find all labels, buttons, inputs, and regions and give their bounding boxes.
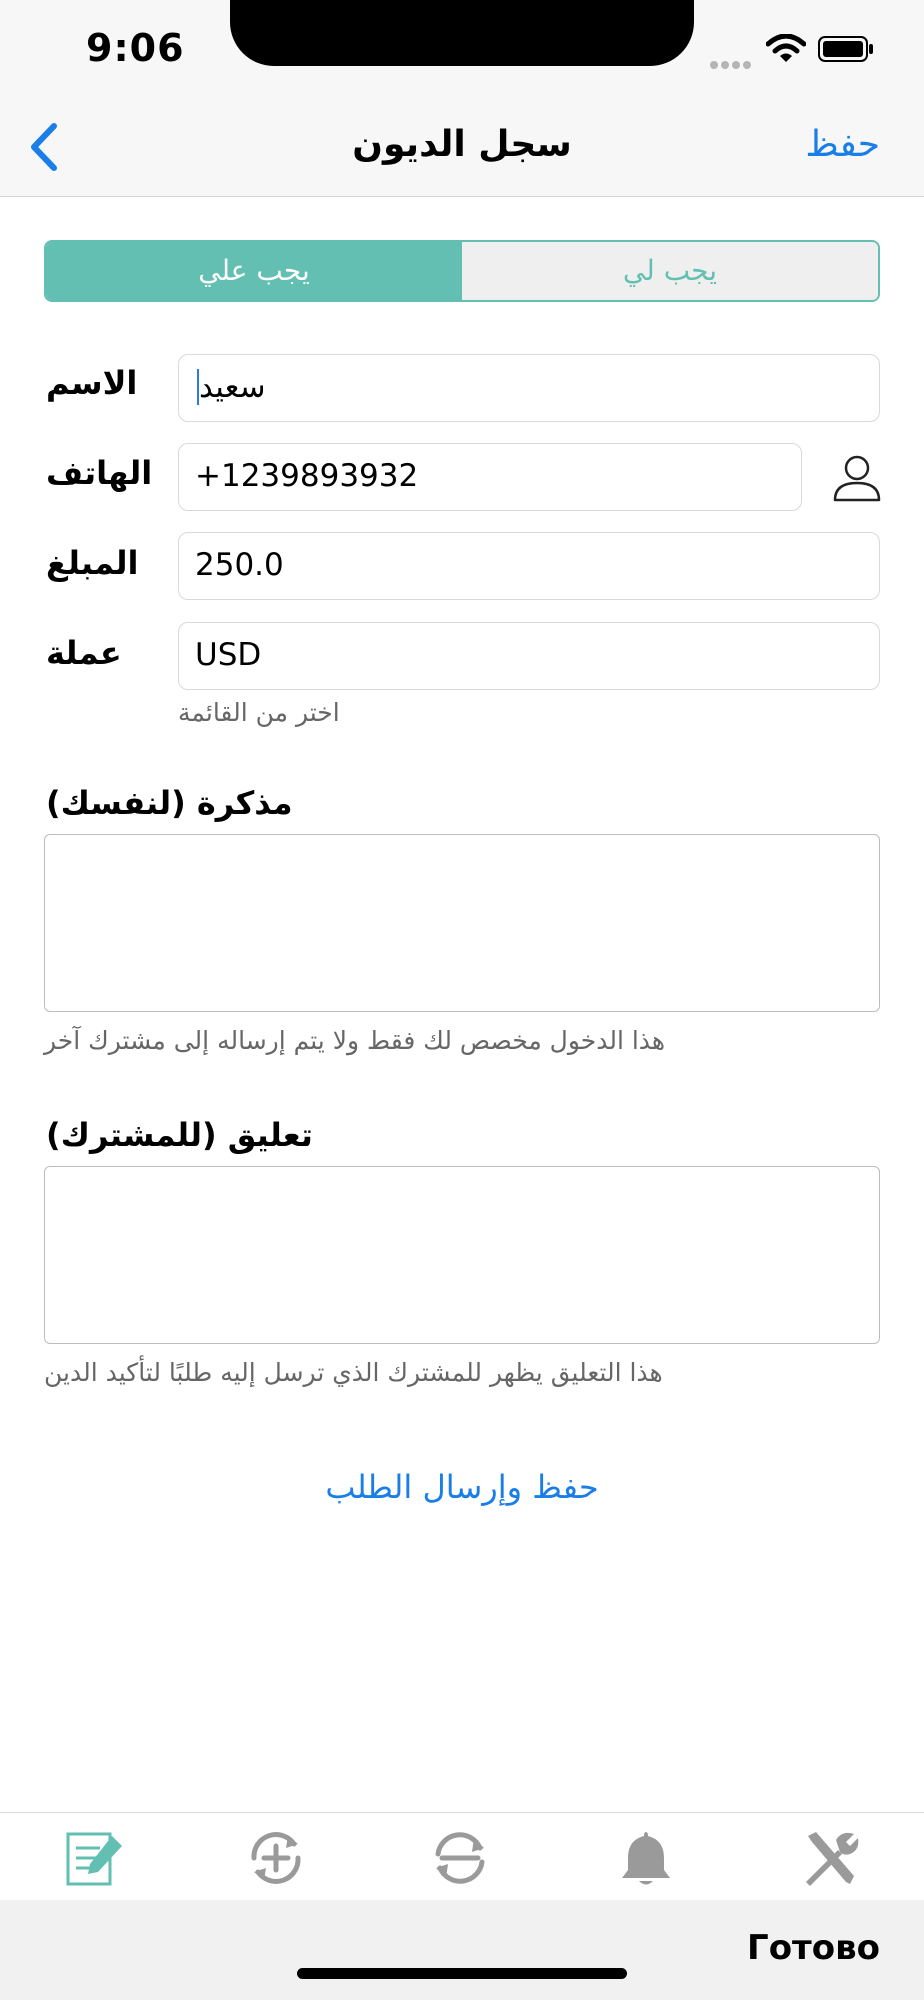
comment-textarea[interactable] — [44, 1166, 880, 1344]
contact-picker-icon[interactable] — [832, 452, 882, 502]
phone-label: الهاتف — [46, 454, 153, 492]
segment-owed-to-me[interactable]: يجب لي — [462, 242, 878, 300]
status-time: 9:06 — [86, 26, 185, 70]
name-label: الاسم — [46, 364, 138, 402]
segment-owed-by-me[interactable]: يجب علي — [46, 242, 462, 300]
done-button[interactable]: Готово — [747, 1928, 880, 1968]
memo-label: مذكرة (لنفسك) — [46, 784, 293, 822]
comment-hint: هذا التعليق يظهر للمشترك الذي ترسل إليه طلبًا لتأكيد الدين — [44, 1358, 663, 1387]
tools-icon[interactable] — [798, 1826, 862, 1890]
home-indicator — [297, 1968, 627, 1979]
exchange-icon[interactable] — [428, 1826, 492, 1890]
name-input-value: سعيد — [199, 369, 266, 405]
currency-hint: اختر من القائمة — [178, 698, 340, 727]
memo-hint: هذا الدخول مخصص لك فقط ولا يتم إرساله إلى مشترك آخر — [44, 1026, 666, 1055]
bell-icon[interactable] — [614, 1826, 678, 1890]
notch — [230, 0, 694, 66]
save-and-send-request-button[interactable]: حفظ وإرسال الطلب — [325, 1468, 599, 1506]
name-input[interactable] — [178, 354, 880, 422]
wifi-icon — [766, 34, 806, 64]
debt-direction-segmented-control — [44, 240, 880, 302]
memo-textarea[interactable] — [44, 834, 880, 1012]
amount-input[interactable]: 250.0 — [178, 532, 880, 600]
amount-label: المبلغ — [46, 544, 139, 582]
comment-label: تعليق (للمشترك) — [46, 1116, 313, 1154]
save-button[interactable]: حفظ — [805, 124, 880, 165]
phone-input[interactable]: +1239893932 — [178, 443, 802, 511]
currency-input[interactable]: USD — [178, 622, 880, 690]
battery-icon — [818, 36, 874, 62]
edit-document-icon[interactable] — [62, 1826, 126, 1890]
cellular-signal-icon — [710, 54, 754, 73]
add-cycle-icon[interactable] — [244, 1826, 308, 1890]
currency-label: عملة — [46, 634, 122, 672]
page-title: سجل الديون — [352, 124, 572, 165]
